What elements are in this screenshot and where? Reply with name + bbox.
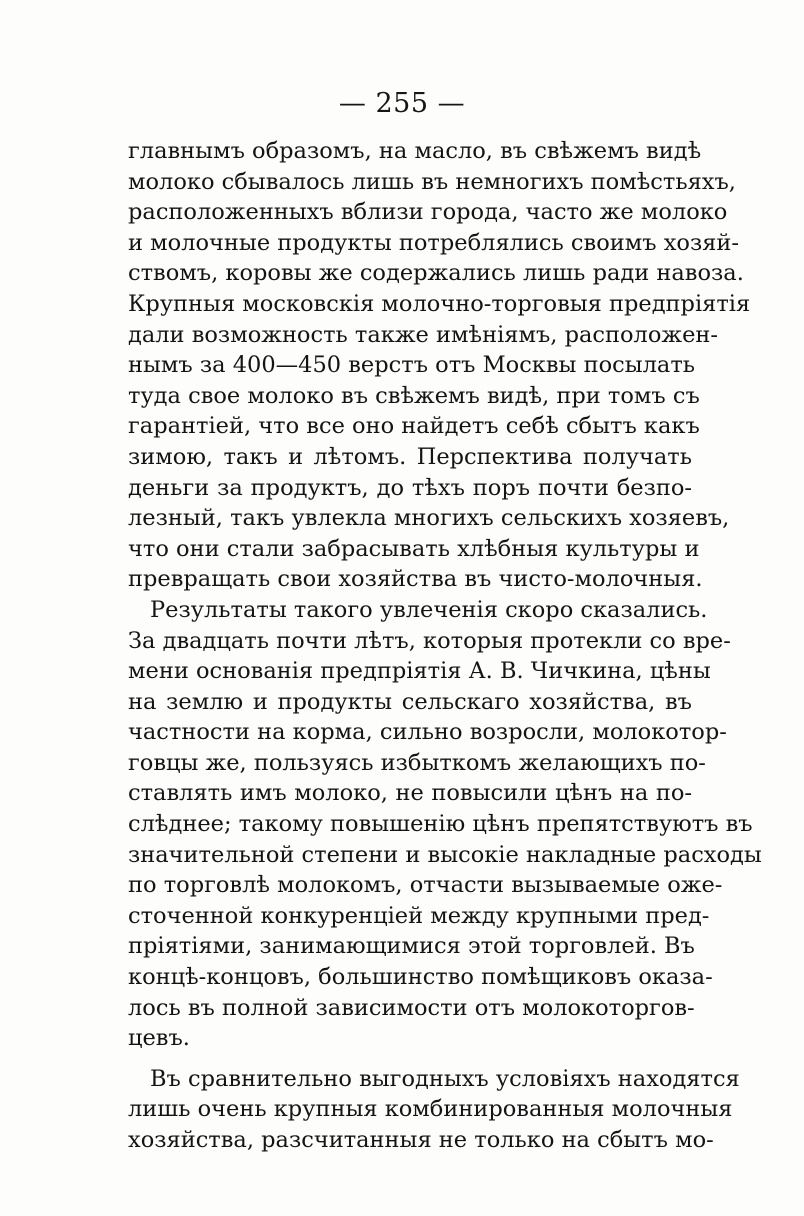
text-line: слѣднее; такому повышенію цѣнъ препятствуютъ въ — [128, 811, 753, 838]
text-line: лишь очень крупныя комбинированныя молочныя — [128, 1096, 733, 1123]
text-line: гарантіей, что все оно найдетъ себѣ сбытъ какъ — [128, 413, 700, 440]
text-line: цевъ. — [128, 1025, 190, 1052]
text-line: и молочные продукты потреблялись своимъ хозяй- — [128, 229, 740, 256]
text-line: ставлять имъ молоко, не повысили цѣнъ на по- — [128, 780, 692, 807]
text-line: ствомъ, коровы же содержались лишь ради навоза. — [128, 260, 744, 287]
text-line: Въ сравнительно выгодныхъ условіяхъ находятся — [150, 1065, 740, 1092]
body-text — [128, 136, 762, 1156]
text-line: молоко сбывалось лишь въ немногихъ помѣстьяхъ, — [128, 168, 736, 195]
text-line: нымъ за 400—450 верстъ отъ Москвы посылать — [128, 352, 696, 379]
text-line: туда свое молоко въ свѣжемъ видѣ, при томъ съ — [128, 382, 700, 409]
text-line: зимою, такъ и лѣтомъ. Перспектива получать — [128, 443, 692, 470]
text-line: деньги за продуктъ, до тѣхъ поръ почти безпо- — [128, 474, 692, 501]
paragraph-3 — [128, 1064, 740, 1156]
text-line: За двадцать почти лѣтъ, которыя протекли со вре- — [128, 627, 731, 654]
page-number: — 255 — — [338, 88, 466, 119]
paragraph-1 — [128, 136, 751, 595]
text-line: Результаты такого увлеченія скоро сказались. — [150, 596, 708, 623]
text-line: что они стали забрасывать хлѣбныя культуры и — [128, 535, 700, 562]
text-line: концѣ-концовъ, большинство помѣщиковъ оказа- — [128, 964, 713, 991]
text-line: мени основанія предпріятія А. В. Чичкина, цѣны — [128, 658, 711, 685]
text-line: пріятіями, занимающимися этой торговлей. Въ — [128, 933, 695, 960]
text-line: значительной степени и высокіе накладные расходы — [128, 841, 762, 868]
text-line: дали возможность также имѣніямъ, расположен- — [128, 321, 719, 348]
text-line: главнымъ образомъ, на масло, въ свѣжемъ видѣ — [128, 138, 702, 164]
text-line: на землю и продукты сельскаго хозяйства, въ — [128, 688, 692, 715]
text-line: лось въ полной зависимости отъ молокоторгов- — [128, 994, 695, 1021]
text-line: сточенной конкуренціей между крупными пред- — [128, 902, 710, 929]
text-line: частности на корма, сильно возросли, молокотор- — [128, 719, 727, 746]
text-line: Крупныя московскія молочно-торговыя предпріятія — [128, 290, 751, 317]
text-line: по торговлѣ молокомъ, отчасти вызываемые оже- — [128, 872, 723, 899]
text-line: говцы же, пользуясь избыткомъ желающихъ по- — [128, 749, 706, 776]
paragraph-2 — [128, 595, 762, 1054]
text-line: превращать свои хозяйства въ чисто-молочныя. — [128, 566, 703, 593]
text-line: расположенныхъ вблизи города, часто же молоко — [128, 199, 728, 226]
text-line: лезный, такъ увлекла многихъ сельскихъ хозяевъ, — [128, 505, 730, 532]
text-line: хозяйства, разсчитанныя не только на сбытъ мо- — [128, 1127, 714, 1153]
